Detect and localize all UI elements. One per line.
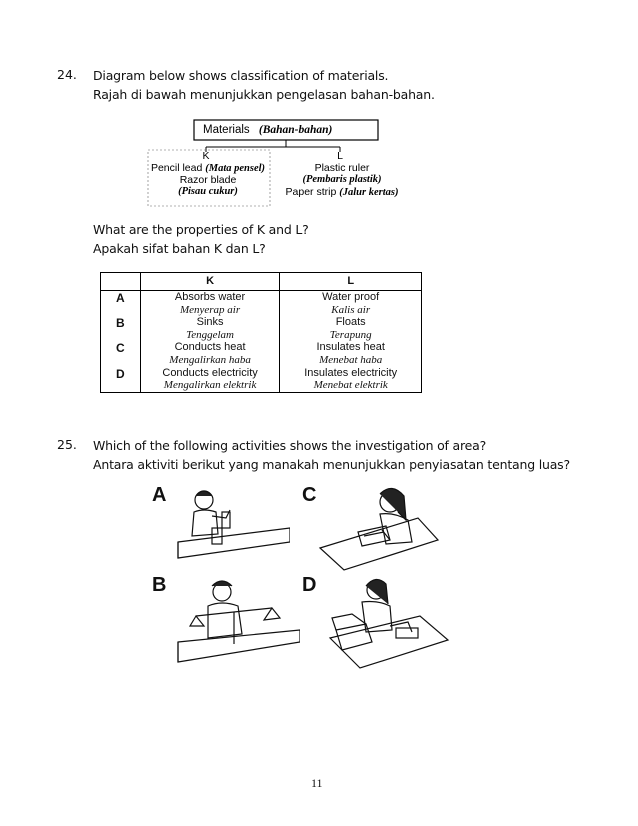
question-25-number: 25. — [57, 437, 77, 452]
row-b-k-ms: Tenggelam — [140, 329, 280, 342]
question-24-text-en: Diagram below shows classification of materials. — [93, 68, 389, 83]
row-b-l-en: Floats — [335, 316, 366, 329]
question-24-text-ms: Rajah di bawah menunjukkan pengelasan bahan-bahan. — [93, 87, 435, 102]
picture-b-label: B — [152, 574, 167, 596]
row-c-l-en: Insulates heat — [316, 341, 385, 354]
diagram-root — [203, 124, 332, 136]
option-b-label: B — [101, 316, 141, 341]
row-a-k-en: Absorbs water — [140, 291, 280, 304]
option-c-picture — [300, 482, 440, 572]
col-k-header: K — [140, 273, 280, 291]
diagram-k-item-1: Pencil lead (Mata pensel) — [150, 162, 266, 174]
row-d-k-ms: Mengalirkan elektrik — [140, 379, 280, 392]
option-a-label: A — [101, 291, 141, 317]
diagram-l-label: L — [337, 150, 343, 162]
properties-table — [100, 272, 422, 393]
option-c-label: C — [101, 341, 141, 366]
row-c-k-en: Conducts heat — [140, 341, 280, 354]
table-row-a — [101, 291, 422, 304]
classification-diagram — [140, 116, 410, 208]
option-b-picture — [150, 572, 300, 664]
row-a-k-ms: Menyerap air — [140, 304, 280, 317]
diagram-k-label: K — [202, 150, 210, 162]
diagram-root-en: Materials — [203, 124, 250, 136]
table-row-b — [101, 316, 422, 329]
diagram-k-item-2-ms: (Pisau cukur) — [178, 186, 238, 197]
table-header-row — [101, 273, 422, 291]
picture-c-label: C — [302, 484, 317, 506]
boy-with-balance-illustration — [150, 572, 300, 664]
question-24-prompt-ms: Apakah sifat bahan K dan L? — [93, 241, 266, 256]
picture-a-label: A — [152, 484, 167, 506]
diagram-l-item-1-ms: (Pembaris plastik) — [302, 174, 382, 185]
row-d-k-en: Conducts electricity — [140, 367, 280, 380]
question-25-text-ms: Antara aktiviti berikut yang manakah menunjukkan penyiasatan tentang luas? — [93, 457, 570, 472]
row-a-l-en: Water proof — [322, 291, 380, 303]
row-b-k-en: Sinks — [140, 316, 280, 329]
row-d-l-ms: Menebat elektrik — [313, 379, 388, 392]
table-row-c — [101, 341, 422, 354]
option-a-picture — [150, 482, 290, 562]
page-number: 11 — [311, 776, 323, 790]
child-measuring-water-illustration — [150, 482, 290, 562]
girl-covering-surface-illustration — [300, 482, 440, 572]
row-c-l-ms: Menebat haba — [319, 353, 383, 366]
col-l-header: L — [347, 275, 355, 288]
row-c-k-ms: Mengalirkan haba — [140, 354, 280, 367]
question-25-text-en: Which of the following activities shows the investigation of area? — [93, 438, 487, 453]
question-24-prompt-en: What are the properties of K and L? — [93, 222, 309, 237]
diagram-l-item-2: Paper strip (Jalur kertas) — [285, 186, 399, 198]
picture-d-label: D — [302, 574, 317, 596]
row-d-l-en: Insulates electricity — [304, 366, 398, 379]
table-row-d — [101, 367, 422, 380]
row-a-l-ms: Kalis air — [331, 303, 371, 316]
option-d-label: D — [101, 367, 141, 393]
option-d-picture — [300, 572, 450, 672]
properties-table-wrap — [100, 272, 422, 396]
diagram-k-item-2-en: Razor blade — [179, 174, 237, 186]
girl-filling-box-illustration — [300, 572, 450, 672]
question-24-number: 24. — [57, 67, 77, 82]
diagram-l-item-1-en: Plastic ruler — [314, 162, 370, 174]
row-b-l-ms: Terapung — [329, 328, 372, 341]
diagram-root-ms: (Bahan-bahan) — [258, 124, 333, 136]
